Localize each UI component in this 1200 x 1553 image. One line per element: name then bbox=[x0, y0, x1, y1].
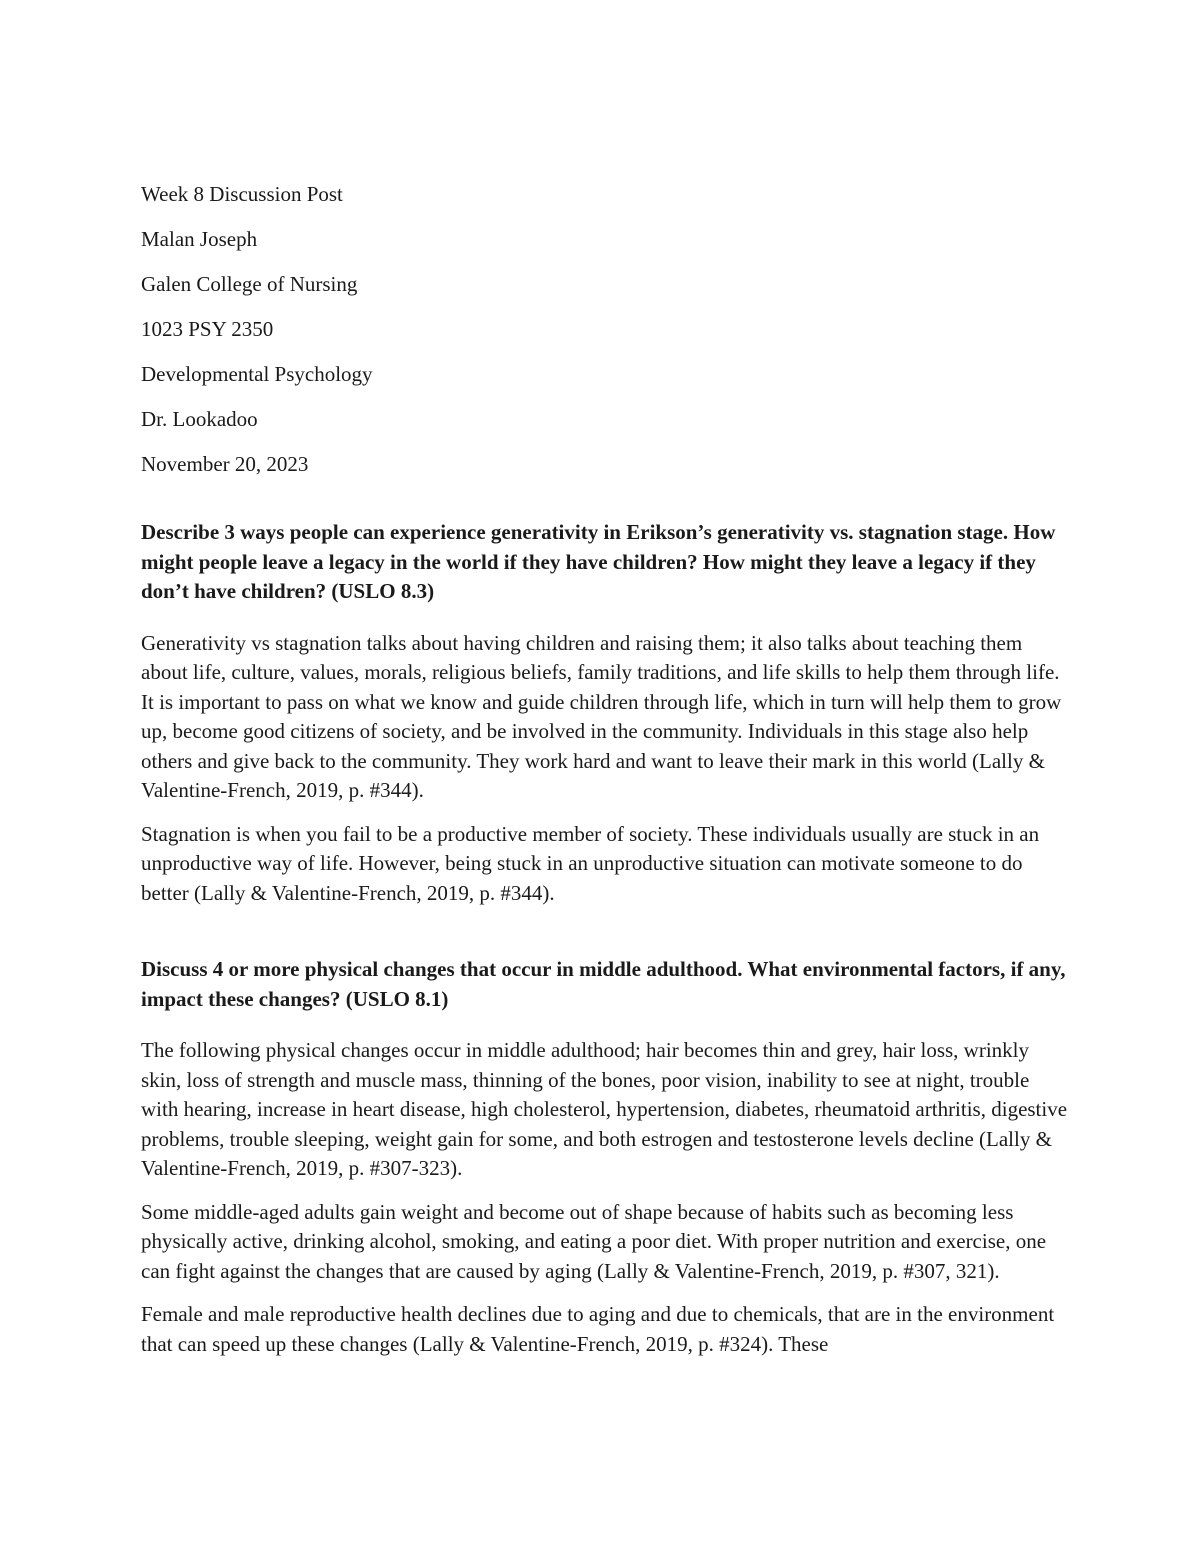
section-generativity bbox=[141, 518, 1071, 922]
document-header bbox=[141, 172, 373, 487]
question-heading: Discuss 4 or more physical changes that occur in middle adulthood. What environmental factors, if any, impact these changes? (USLO 8.1) bbox=[141, 957, 1066, 1011]
section-physical-changes bbox=[141, 955, 1071, 1373]
body-paragraph: Generativity vs stagnation talks about having children and raising them; it also talks about teaching them about life, culture, values, morals, religious beliefs, family traditions, and life skills to help them through life. It is important to pass on what we know and guide children through life, which in turn will help them to grow up, become good citizens of society, and be involved in the community. Individuals in this stage also help others and give back to the community. They work hard and want to leave their mark in this world (Lally & Valentine-French, 2019, p. #344). bbox=[141, 630, 1062, 802]
document-title: Week 8 Discussion Post bbox=[141, 182, 343, 206]
institution-name: Galen College of Nursing bbox=[141, 272, 358, 296]
body-paragraph: Stagnation is when you fail to be a productive member of society. These individuals usually are stuck in an unproductive way of life. However, being stuck in an unproductive situation can motivate someone to do better (Lally & Valentine-French, 2019, p. #344). bbox=[141, 821, 1040, 905]
instructor-name: Dr. Lookadoo bbox=[141, 407, 258, 431]
author-name: Malan Joseph bbox=[141, 227, 258, 251]
body-paragraph: Some middle-aged adults gain weight and become out of shape because of habits such as becoming less physically active, drinking alcohol, smoking, and eating a poor diet. With proper nutrition and exercise, one can fight against the changes that are caused by aging (Lally & Valentine-French, 2019, p. #307, 321). bbox=[141, 1199, 1047, 1283]
body-paragraph: The following physical changes occur in middle adulthood; hair becomes thin and grey, hair loss, wrinkly skin, loss of strength and muscle mass, thinning of the bones, poor vision, inability to see at night, trouble with hearing, increase in heart disease, high cholesterol, hypertension, diabetes, rheumatoid arthritis, digestive problems, trouble sleeping, weight gain for some, and both estrogen and testosterone levels decline (Lally & Valentine-French, 2019, p. #307-323). bbox=[141, 1038, 1068, 1180]
document-date: November 20, 2023 bbox=[141, 452, 309, 476]
question-heading: Describe 3 ways people can experience generativity in Erikson’s generativity vs. stagnation stage. How might people leave a legacy in the world if they have children? How might they leave a legacy if they don’t have children? (USLO 8.3) bbox=[141, 520, 1056, 603]
course-code: 1023 PSY 2350 bbox=[141, 317, 274, 341]
course-name: Developmental Psychology bbox=[141, 362, 373, 386]
body-paragraph: Female and male reproductive health declines due to aging and due to chemicals, that are in the environment that can speed up these changes (Lally & Valentine-French, 2019, p. #324). These bbox=[141, 1302, 1055, 1356]
